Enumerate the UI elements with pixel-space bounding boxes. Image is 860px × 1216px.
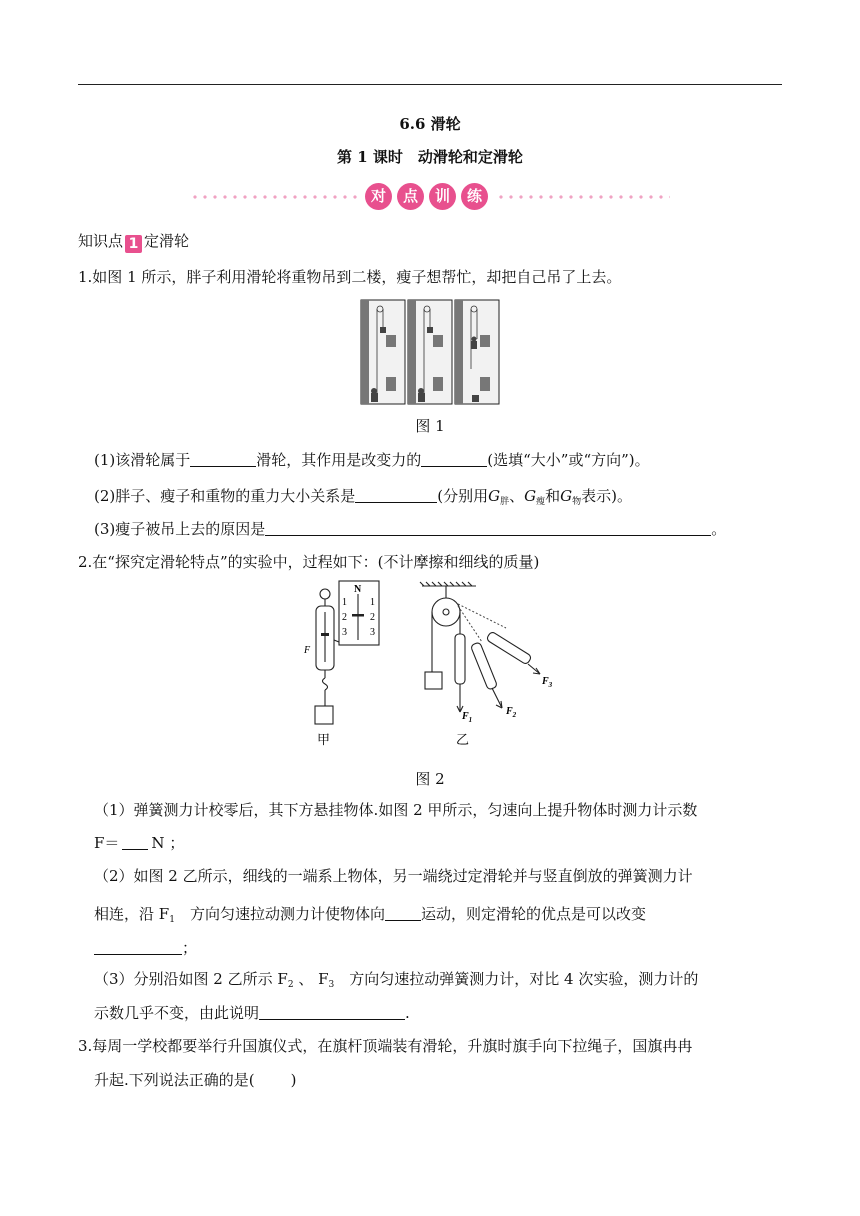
force-label-f2: $F_2$: [506, 706, 517, 719]
q1-part-1-text-b: 滑轮，其作用是改变力的: [256, 451, 422, 469]
q2-part-2-line-3: [94, 938, 197, 958]
q2-part-1-line-2: [94, 833, 184, 853]
q1-part-3: [94, 519, 726, 539]
force-sub-2: 2: [287, 980, 294, 990]
force-symbol-f3: F: [318, 970, 329, 988]
q1-part-2: [94, 486, 632, 512]
q1-part-1-text-c: (选填“大小”或“方向”)。: [487, 451, 650, 469]
banner-char-4: 练: [461, 183, 488, 210]
conjunction: 和: [545, 487, 561, 505]
gravity-sub-thin: 瘦: [536, 497, 546, 507]
q2-part-1-line-1: （1）弹簧测力计校零后，其下方悬挂物体.如图 2 甲所示，匀速向上提升物体时测力计示数: [94, 801, 698, 819]
tick-label-right-3: 3: [370, 627, 375, 638]
q2-part-1-formula: F＝: [94, 834, 120, 852]
tick-label-right-2: 2: [370, 612, 375, 623]
tick-label-left-2: 2: [342, 612, 347, 623]
figure-1-image: [360, 299, 500, 405]
q3-stem-line-2: [94, 1070, 296, 1090]
banner-dots-right: [496, 195, 670, 199]
force-sub-3: 3: [328, 980, 335, 990]
answer-blank[interactable]: [385, 906, 421, 921]
q2-part-3-text-b: 方向匀速拉动弹簧测力计，对比 4 次实验，测力计的: [334, 970, 699, 988]
tick-label-right-1: 1: [370, 597, 375, 608]
gravity-symbol: G: [488, 487, 501, 505]
knowledge-point-number: 1: [125, 235, 142, 253]
gravity-sub-object: 物: [572, 497, 582, 507]
scale-unit-label: N: [354, 584, 362, 595]
answer-blank[interactable]: [94, 940, 182, 955]
section-title: 6.6 滑轮: [399, 115, 461, 133]
q2-part-3-text-a: （3）分别沿如图 2 乙所示: [94, 970, 278, 988]
figure-label-jia: 甲: [317, 732, 331, 747]
weight-block-jia: [315, 706, 333, 724]
pulley-setup-yi: [420, 582, 476, 712]
q2-stem: 2.在“探究定滑轮特点”的实验中，过程如下：(不计摩擦和细线的质量): [78, 553, 540, 571]
q2-part-3-line-1: [94, 969, 698, 995]
q2-part-2-end: ；: [182, 939, 198, 957]
separator: 、: [509, 487, 525, 505]
force-symbol-f2: F: [277, 970, 288, 988]
figure-2-image: [296, 580, 564, 752]
force-symbol-f1: F: [158, 905, 170, 923]
figure-1-caption: 图 1: [415, 417, 445, 435]
q2-part-2-line-1: （2）如图 2 乙所示，细线的一端系上物体，另一端绕过定滑轮并与竖直倒放的弹簧测力计: [94, 867, 693, 885]
answer-blank[interactable]: [421, 452, 487, 467]
answer-blank[interactable]: [265, 521, 711, 536]
banner-dots-left: [190, 195, 360, 199]
q2-part-2-text-c: 方向匀速拉动测力计使物体向: [174, 905, 385, 923]
force-label-f1: $F_1$: [462, 711, 473, 724]
q2-part-3-end: .: [405, 1004, 410, 1022]
answer-blank[interactable]: [122, 835, 148, 850]
lesson-title: 第 1 课时 动滑轮和定滑轮: [337, 148, 523, 166]
q1-part-1-text-a: (1)该滑轮属于: [94, 451, 191, 469]
q1-part-3-end: 。: [711, 520, 727, 538]
q1-part-2-text-b: (分别用: [437, 487, 489, 505]
banner-char-2: 点: [397, 183, 424, 210]
knowledge-point-name: 定滑轮: [144, 232, 190, 250]
scale-pointer-zoom: [352, 614, 364, 617]
force-label-jia: F: [304, 645, 311, 656]
spring-scale-f1: [455, 634, 465, 684]
q2-part-1-unit: N ；: [151, 834, 185, 852]
weight-block-yi: [425, 672, 442, 689]
gravity-symbol: G: [560, 487, 573, 505]
q3-stem-line-1: 3.每周一学校都要举行升国旗仪式，在旗杆顶端装有滑轮，升旗时旗手向下拉绳子，国旗冉冉: [78, 1037, 693, 1055]
spring-scale-f3: [486, 631, 532, 665]
gravity-sub-fat: 胖: [500, 497, 510, 507]
q1-part-3-text: (3)瘦子被吊上去的原因是: [94, 520, 266, 538]
practice-banner: [190, 183, 670, 211]
q2-part-2-line-2: [94, 904, 646, 930]
q2-part-3-text-c: 示数几乎不变，由此说明: [94, 1004, 260, 1022]
force-sub-1: 1: [169, 915, 175, 925]
spring-scale-f2: [470, 642, 497, 690]
tick-label-left-3: 3: [342, 627, 347, 638]
answer-blank[interactable]: [259, 1005, 405, 1020]
q1-part-2-text-a: (2)胖子、瘦子和重物的重力大小关系是: [94, 487, 356, 505]
answer-blank[interactable]: [355, 488, 437, 503]
q1-part-1: [94, 450, 650, 470]
tick-label-left-1: 1: [342, 597, 347, 608]
q1-part-2-end: 表示)。: [581, 487, 632, 505]
figure-2-caption: 图 2: [415, 770, 445, 788]
answer-blank[interactable]: [190, 452, 256, 467]
q2-part-2-text-d: 运动，则定滑轮的优点是可以改变: [420, 905, 646, 923]
q3-text: 升起.下列说法正确的是(: [94, 1071, 255, 1089]
knowledge-point-heading: [78, 231, 189, 253]
header-rule: [78, 84, 782, 85]
banner-char-1: 对: [365, 183, 392, 210]
force-label-f3: $F_3$: [542, 676, 553, 689]
fixed-pulley: [432, 598, 460, 626]
banner-char-3: 训: [429, 183, 456, 210]
knowledge-point-prefix: 知识点: [78, 232, 124, 250]
q2-part-3-line-2: [94, 1003, 410, 1023]
separator: 、: [293, 970, 319, 988]
gravity-symbol: G: [524, 487, 537, 505]
scale-pointer-jia: [321, 633, 329, 636]
q1-stem: 1.如图 1 所示，胖子利用滑轮将重物吊到二楼，瘦子想帮忙，却把自己吊了上去。: [78, 268, 622, 286]
q3-paren-close: ): [290, 1071, 297, 1089]
q2-part-2-text-b: 相连，沿: [94, 905, 159, 923]
figure-label-yi: 乙: [456, 732, 470, 747]
